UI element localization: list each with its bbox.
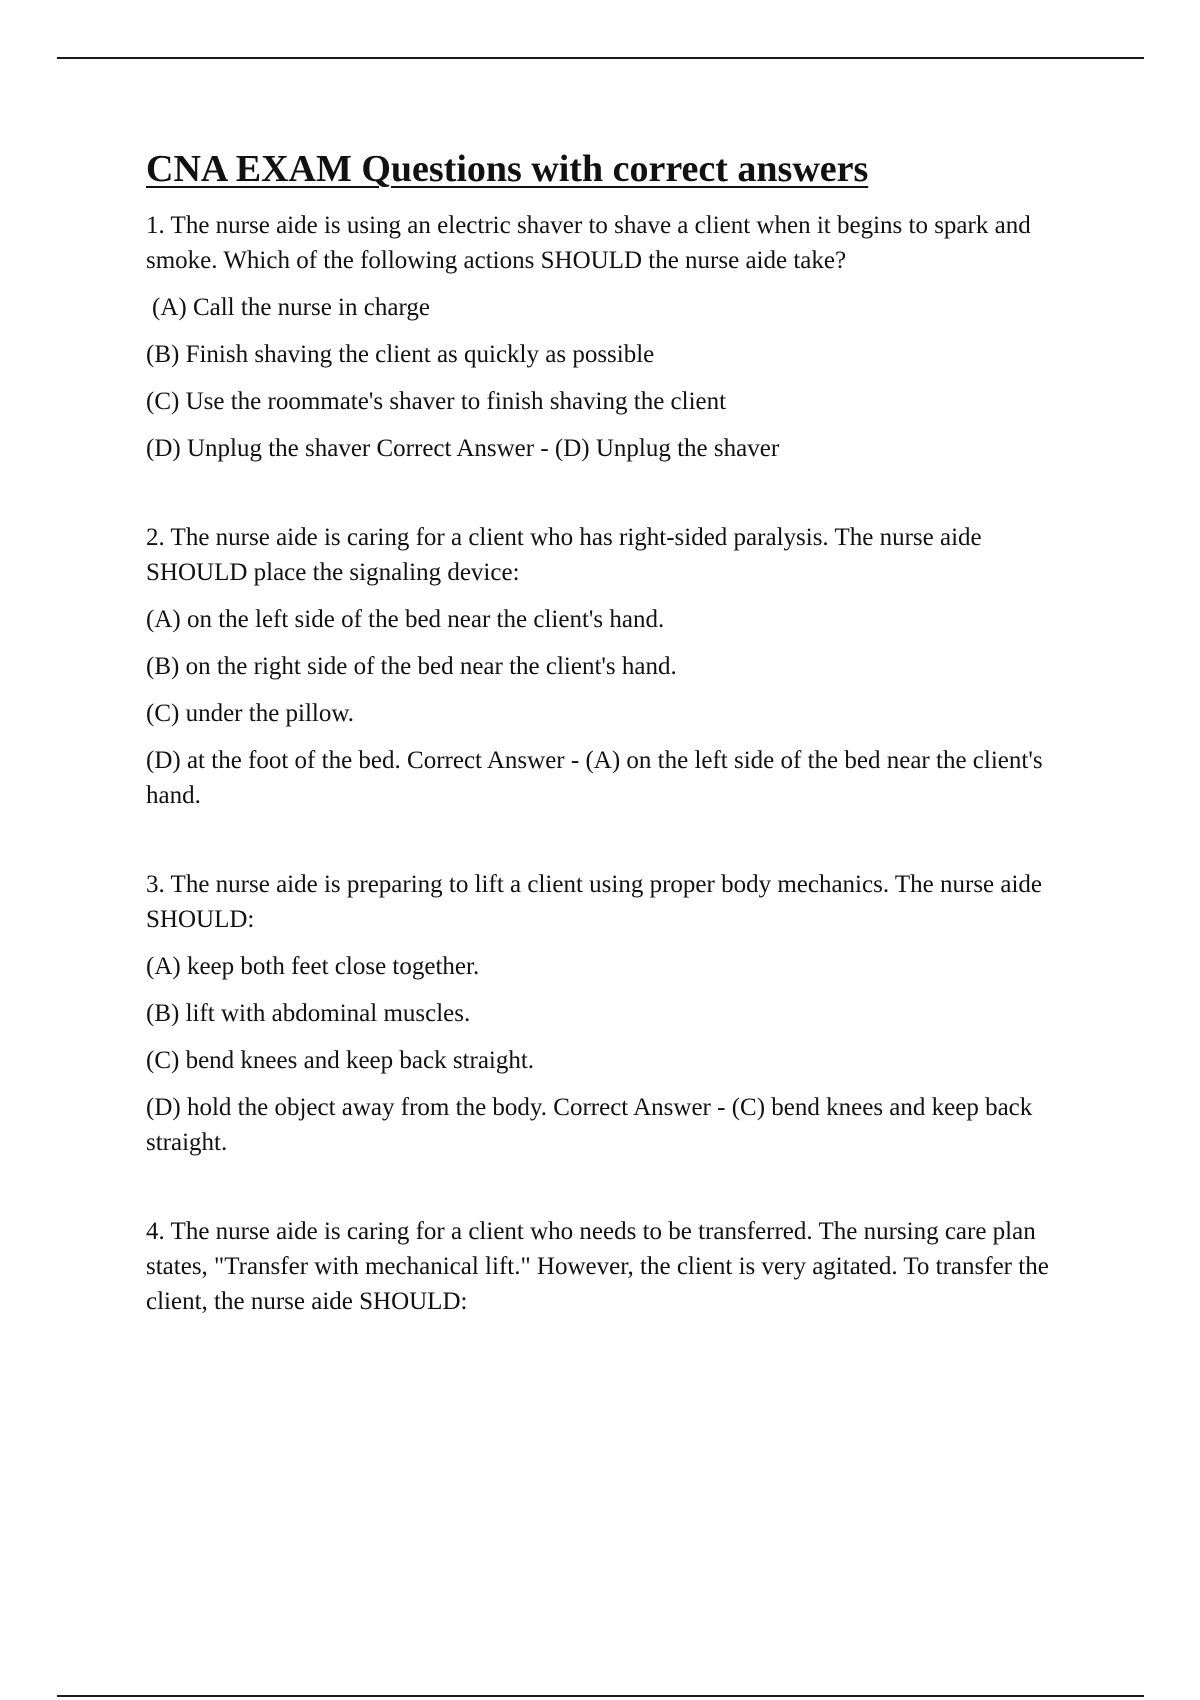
answer-option-b: (B) on the right side of the bed near the client's hand. bbox=[146, 653, 677, 680]
question-stem: 1. The nurse aide is using an electric shaver to shave a client when it begins to spark and smoke. Which of the following actions SHOULD the nurse aide take? bbox=[146, 212, 1031, 274]
question-stem: 4. The nurse aide is caring for a client who needs to be transferred. The nursing care plan states, "Transfer with mechanical lift." However, the client is very agitated. To transfer the client, the nurse aide SHOULD: bbox=[146, 1218, 1049, 1315]
answer-option-c: (C) under the pillow. bbox=[146, 700, 355, 727]
question-3 bbox=[146, 867, 1086, 1160]
answer-option-a: (A) on the left side of the bed near the client's hand. bbox=[146, 606, 665, 633]
answer-option-a: (A) Call the nurse in charge bbox=[152, 294, 430, 321]
answer-option-b: (B) lift with abdominal muscles. bbox=[146, 1000, 471, 1027]
answer-option-d: (D) at the foot of the bed. Correct Answer - (A) on the left side of the bed near the client's hand. bbox=[146, 747, 1043, 809]
answer-option-d: (D) Unplug the shaver Correct Answer - (D) Unplug the shaver bbox=[146, 435, 780, 462]
question-2 bbox=[146, 520, 1086, 813]
question-4 bbox=[146, 1214, 1086, 1319]
answer-option-b: (B) Finish shaving the client as quickly as possible bbox=[146, 341, 655, 368]
document-title: CNA EXAM Questions with correct answers bbox=[146, 148, 869, 190]
question-stem: 2. The nurse aide is caring for a client who has right-sided paralysis. The nurse aide SHOULD place the signaling device: bbox=[146, 524, 982, 586]
answer-option-c: (C) Use the roommate's shaver to finish shaving the client bbox=[146, 388, 727, 415]
page-content bbox=[146, 142, 1086, 1331]
answer-option-d: (D) hold the object away from the body. Correct Answer - (C) bend knees and keep back straight. bbox=[146, 1094, 1033, 1156]
question-stem: 3. The nurse aide is preparing to lift a client using proper body mechanics. The nurse aide SHOULD: bbox=[146, 871, 1043, 933]
answer-option-a: (A) keep both feet close together. bbox=[146, 953, 480, 980]
bottom-rule bbox=[57, 1695, 1144, 1697]
question-1 bbox=[146, 208, 1086, 466]
top-rule bbox=[57, 57, 1144, 59]
answer-option-c: (C) bend knees and keep back straight. bbox=[146, 1047, 535, 1074]
